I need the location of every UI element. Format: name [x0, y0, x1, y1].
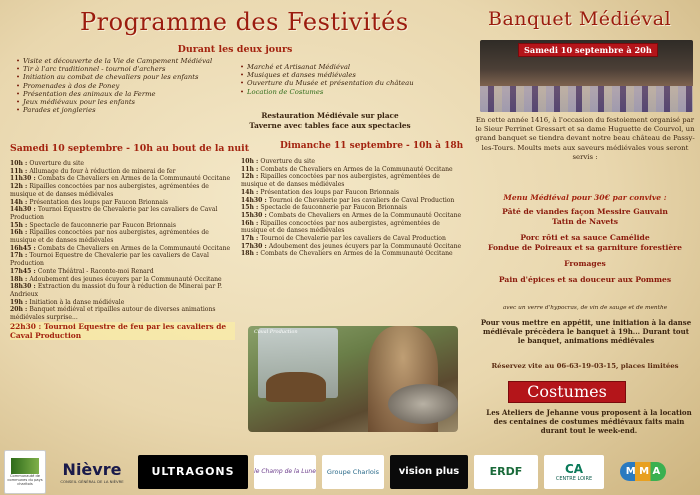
schedule-text: Adoubement des jeunes écuyers par la Communauté Occitane	[29, 275, 222, 283]
schedule-item	[241, 189, 466, 197]
menu-drinks: avec un verre d'hypocras, de vin de sauge et de menthe	[502, 305, 668, 311]
mma-logo: M M A	[610, 455, 676, 489]
communaute-logo: Communauté de communes du pays charitois	[4, 450, 46, 494]
page-title: Programme des Festivités	[80, 8, 409, 36]
schedule-text: Tournoi de Chevalerie par les cavaliers de Caval Production	[268, 196, 455, 204]
photo-caption: Caval Production	[254, 329, 298, 335]
schedule-time: 12h :	[10, 183, 30, 191]
schedule-time: 15h30 :	[241, 211, 269, 219]
credit-agricole-logo: CA CENTRE LOIRE	[544, 455, 604, 489]
schedule-item	[10, 222, 235, 230]
schedule-time: 11h30 :	[10, 175, 38, 183]
menu-item: Pain d'épices et sa douceur aux Pommes	[498, 275, 672, 284]
schedule-time: 18h :	[241, 250, 261, 258]
schedule-text: Ouverture du site	[29, 160, 85, 167]
schedule-item	[10, 160, 235, 168]
schedule-time: 14h30 :	[241, 196, 269, 204]
schedule-item	[10, 206, 235, 221]
menu-item: Tatin de Navets	[551, 217, 619, 226]
bullet-item: • Tir à l'arc traditionnel - tournoi d'archers	[16, 65, 251, 73]
schedule-time: 12h :	[241, 173, 261, 181]
schedule-time: 17h :	[241, 235, 261, 243]
schedule-time: 14h30 :	[10, 206, 38, 214]
schedule-item	[241, 204, 466, 212]
schedule-item	[10, 268, 235, 276]
schedule-time: 17h30 :	[241, 242, 269, 250]
schedule-time: 16h :	[10, 229, 30, 237]
schedule-text: Combats de Chevaliers en Armes de la Communauté Occitane	[37, 175, 231, 183]
schedule-item	[10, 252, 235, 267]
samedi-schedule	[10, 160, 235, 340]
schedule-text: Extraction du massiot du four à réduction de Minerai par P. Andrieux	[10, 283, 223, 298]
schedule-item	[241, 243, 466, 251]
menu-item: Porc rôti et sa sauce Camélide	[520, 233, 650, 242]
costumes-banner: Costumes	[508, 381, 626, 403]
schedule-item	[10, 245, 235, 253]
vision-plus-logo: vision plus	[390, 455, 468, 489]
schedule-item	[10, 199, 235, 207]
samedi-final-event	[10, 322, 235, 340]
deux-jours-heading: Durant les deux jours	[177, 44, 293, 55]
schedule-item	[241, 212, 466, 220]
bullet-item: • Ouverture du Musée et présentation du château	[240, 79, 460, 87]
schedule-item	[241, 197, 466, 205]
sponsor-bar	[0, 448, 700, 495]
schedule-text: Allumage du four à réduction de minerai de fer	[29, 167, 176, 175]
schedule-text: Combats de Chevaliers en Armes de la Communauté Occitane	[37, 244, 231, 252]
charlois-logo: Groupe Charlois	[322, 455, 384, 489]
schedule-time: 14h :	[241, 188, 261, 196]
restauration-note: Restauration Médiévale sur place Taverne avec tables face aux spectacles	[249, 111, 411, 130]
deux-jours-list-left	[16, 57, 251, 114]
schedule-time: 15h :	[241, 204, 261, 212]
schedule-text: Conte Théâtral - Raconte-moi Renard	[37, 267, 154, 275]
menu-item: Fondue de Poireaux et sa garniture forestière	[487, 243, 682, 252]
bullet-item: • Jeux médiévaux pour les enfants	[16, 98, 251, 106]
schedule-item	[10, 299, 235, 307]
bullet-item: • Location de Costumes	[240, 88, 460, 96]
menu-title: Menu Médiéval pour 30€ par convive :	[503, 193, 667, 202]
schedule-text: Ripailles concoctées par nos aubergistes, agrémentées de musique et de danses médiévales	[241, 173, 440, 189]
schedule-item	[241, 250, 466, 258]
schedule-time: 18h :	[10, 275, 30, 283]
banquet-title: Banquet Médiéval	[488, 8, 672, 30]
schedule-time: 19h :	[10, 298, 30, 306]
erdf-logo: ERDF	[474, 455, 538, 489]
schedule-text: Spectacle de fauconnerie par Faucon Brionnais	[29, 221, 176, 229]
banquet-date-label: Samedi 10 septembre à 20h	[518, 43, 658, 57]
nievre-logo: Nièvre CONSEIL GÉNÉRAL DE LA NIÈVRE	[60, 459, 124, 484]
banquet-intro: En cette année 1416, à l'occasion du festoiement organisé par le Sieur Perrinet Gressart et sa dame Huguette de Courvol, un grand banquet se tiendra devant notre beau château de Passy-les-Tours. Moults mets aux saveurs médiévales vous seront servis :	[475, 116, 695, 161]
schedule-time: 16h :	[241, 219, 261, 227]
schedule-text: Initiation à la danse médiévale	[29, 298, 125, 306]
menu-list	[474, 207, 696, 285]
final-time: 22h30 :	[10, 321, 44, 331]
schedule-item	[241, 173, 466, 188]
schedule-text: Combats de Chevaliers en Armes de la Communauté Occitane	[260, 250, 453, 258]
costumes-text: Les Ateliers de Jehanne vous proposent à la location des centaines de costumes médiévaux faits main durant tout le week-end.	[486, 408, 692, 436]
schedule-time: 17h45 :	[10, 267, 38, 275]
bullet-item: • Parades et jongleries	[16, 106, 251, 114]
schedule-text: Ripailles concoctées par nos aubergistes, agrémentées de musique et de danses médiévales	[241, 219, 440, 235]
bullet-item: • Initiation au combat de chevaliers pour les enfants	[16, 73, 251, 81]
schedule-time: 16h45 :	[10, 244, 38, 252]
schedule-text: Combats de Chevaliers en Armes de la Communauté Occitane	[260, 165, 453, 173]
menu-item: Pâté de viandes façon Messire Gauvain	[502, 207, 668, 216]
schedule-item	[241, 166, 466, 174]
schedule-text: Ripailles concoctées par nos aubergistes, agrémentées de musique et de danses médiévales	[10, 183, 209, 198]
dimanche-schedule	[241, 158, 466, 258]
schedule-text: Tournoi Equestre de Chevalerie par les cavaliers de Caval Production	[10, 252, 209, 268]
schedule-text: Tournoi de Chevalerie par les cavaliers de Caval Production	[260, 235, 446, 243]
schedule-time: 14h :	[10, 198, 30, 206]
schedule-item	[10, 283, 235, 298]
schedule-time: 18h30 :	[10, 283, 38, 291]
schedule-time: 17h :	[10, 252, 30, 260]
schedule-text: Adoubement des jeunes écuyers par la Communauté Occitane	[268, 242, 462, 250]
bullet-item: • Musiques et danses médiévales	[240, 71, 460, 79]
menu-item: Fromages	[564, 259, 606, 268]
schedule-time: 11h :	[10, 167, 30, 175]
schedule-item	[10, 183, 235, 198]
schedule-text: Ripailles concoctées par nos aubergistes, agrémentées de musique et de danses médiévales	[10, 229, 209, 245]
bullet-item: • Promenades à dos de Poney	[16, 82, 251, 90]
schedule-time: 15h :	[10, 221, 30, 229]
reservation-note: Réservez vite au 06-63-19-03-15, places limitées	[491, 362, 679, 370]
samedi-heading: Samedi 10 septembre - 10h au bout de la nuit	[10, 143, 250, 154]
schedule-item	[241, 220, 466, 235]
schedule-text: Tournoi Equestre de Chevalerie par les cavaliers de Caval Production	[10, 206, 218, 221]
schedule-item	[10, 276, 235, 284]
schedule-item	[10, 306, 235, 321]
schedule-item	[241, 158, 466, 166]
schedule-item	[10, 175, 235, 183]
schedule-item	[10, 168, 235, 176]
champ-de-la-lune-logo: le Champ de la Lune	[254, 455, 316, 489]
schedule-item	[10, 229, 235, 244]
bullet-item: • Présentation des animaux de la Ferme	[16, 90, 251, 98]
schedule-text: Banquet médiéval et ripailles autour de diverses animations médiévales surprise...	[10, 306, 216, 322]
bullet-item: • Marché et Artisanat Médiéval	[240, 63, 460, 71]
ultragons-logo: ULTRAGONS	[138, 455, 248, 489]
banquet-photo	[480, 40, 693, 112]
knights-photo	[248, 326, 458, 432]
deux-jours-list-right	[240, 63, 460, 96]
appetit-note: Pour vous mettre en appétit, une initiation à la danse médiévale précèdera le banquet à 19h... Durant tout le banquet, animations médiévales	[480, 318, 692, 346]
schedule-text: Spectacle de fauconnerie par Faucon Brionnais	[260, 204, 407, 212]
schedule-time: 10h :	[10, 160, 30, 167]
schedule-time: 20h :	[10, 306, 30, 314]
schedule-text: Combats de Chevaliers en Armes de la Communauté Occitane	[268, 211, 462, 219]
schedule-text: Présentation des loups par Faucon Brionnais	[260, 188, 400, 196]
dimanche-heading: Dimanche 11 septembre - 10h à 18h	[280, 141, 464, 151]
schedule-text: Présentation des loups par Faucon Brionnais	[29, 198, 169, 206]
schedule-time: 11h :	[241, 165, 261, 173]
final-text: Tournoi Equestre de feu par les cavaliers de Caval Production	[10, 321, 227, 340]
schedule-item	[241, 235, 466, 243]
bullet-item: • Visite et découverte de la Vie de Campement Médiéval	[16, 57, 251, 65]
schedule-time: 10h :	[241, 158, 261, 165]
schedule-text: Ouverture du site	[260, 158, 316, 165]
